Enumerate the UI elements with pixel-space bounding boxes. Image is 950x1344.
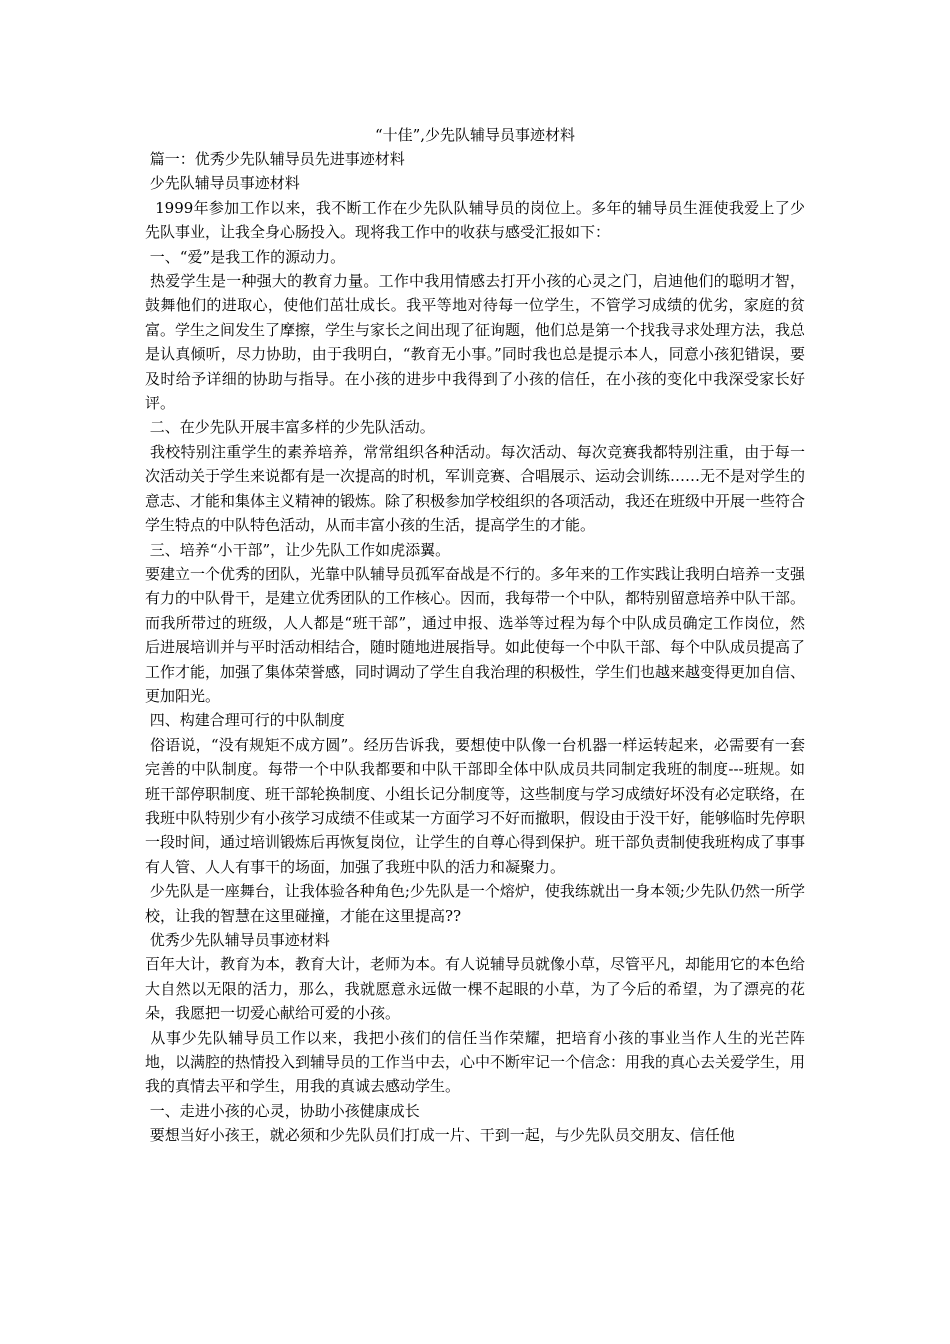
document-title: “十佳”,少先队辅导员事迹材料 xyxy=(374,126,576,144)
paragraph-body: 热爱学生是一种强大的教育力量。工作中我用情感去打开小孩的心灵之门，启迪他们的聪明才智，鼓舞他们的进取心，使他们茁壮成长。我平等地对待每一位学生，不管学习成绩的优劣，家庭的贫富。学生之间发生了摩擦，学生与家长之间出现了征询题，他们总是第一个找我寻求处理方法，我总是认真倾听，尽力协助，由于我明白，“教育无小事。”同时我也总是提示本人，同意小孩犯错误，要及时给予详细的协助与指导。在小孩的进步中我得到了小孩的信任，在小孩的变化中我深受家长好评。 xyxy=(145,272,806,413)
document-body xyxy=(145,147,805,1148)
paragraph-body: 百年大计，教育为本，教育大计，老师为本。有人说辅导员就像小草，尽管平凡，却能用它的本色给大自然以无限的活力，那么，我就愿意永远做一棵不起眼的小草，为了今后的希望，为了漂亮的花朵，我愿把一切爱心献给可爱的小孩。 xyxy=(145,955,806,1023)
paragraph-body: 我校特别注重学生的素养培养，常常组织各种活动。每次活动、每次竞赛我都特别注重，由于每一次活动关于学生来说都有是一次提高的时机，军训竞赛、合唱展示、运动会训练……无不是对学生的意志、才能和集体主义精神的锻炼。除了积极参加学校组织的各项活动，我还在班级中开展一些符合学生特点的中队特色活动，从而丰富小孩的生活，提高学生的才能。 xyxy=(145,442,806,535)
paragraph-heading-4: 四、构建合理可行的中队制度 xyxy=(145,711,345,730)
paragraph-intro: 1999年参加工作以来，我不断工作在少先队队辅导员的岗位上。多年的辅导员生涯使我爱上了少先队事业，让我全身心肠投入。现将我工作中的收获与感受汇报如下： xyxy=(145,198,805,242)
paragraph-body: 俗语说，“没有规矩不成方圆”。经历告诉我，要想使中队像一台机器一样运转起来，必需要有一套完善的中队制度。每带一个中队我都要和中队干部即全体中队成员共同制定我班的制度---班规。如班干部停职制度、班干部轮换制度、小组长记分制度等，这些制度与学习成绩好坏没有必定联络，在我班中队特别少有小孩学习成绩不佳或某一方面学习不好而撤职，假设由于没干好，能够临时先停职一段时间，通过培训锻炼后再恢复岗位，让学生的自尊心得到保护。班干部负责制使我班构成了事事有人管、人人有事干的场面，加强了我班中队的活力和凝聚力。 xyxy=(145,735,806,876)
paragraph-heading-1: 一、走进小孩的心灵，协助小孩健康成长 xyxy=(145,1101,420,1120)
paragraph-subtitle: 优秀少先队辅导员事迹材料 xyxy=(145,931,330,949)
paragraph-body: 从事少先队辅导员工作以来，我把小孩们的信任当作荣耀，把培育小孩的事业当作人生的光芒阵地，以满腔的热情投入到辅导员的工作当中去，心中不断牢记一个信念：用我的真心去关爱学生，用我的真情去平和学生，用我的真诚去感动学生。 xyxy=(145,1028,806,1096)
paragraph-subtitle: 少先队辅导员事迹材料 xyxy=(145,174,300,193)
paragraph-section-heading: 篇一：优秀少先队辅导员先进事迹材料 xyxy=(145,150,405,168)
paragraph-body: 少先队是一座舞台，让我体验各种角色;少先队是一个熔炉，使我练就出一身本领;少先队仍然一所学校，让我的智慧在这里碰撞，才能在这里提高?? xyxy=(145,882,805,925)
paragraph-body: 要建立一个优秀的团队，光靠中队辅导员孤军奋战是不行的。多年来的工作实践让我明白培养一支强有力的中队骨干，是建立优秀团队的工作核心。因而，我每带一个中队，都特别留意培养中队干部。而我所带过的班级，人人都是“班干部”，通过申报、选举等过程为每个中队成员确定工作岗位，然后进展培训并与平时活动相结合，随时随地进展指导。如此使每一个中队干部、每个中队成员提高了工作才能，加强了集体荣誉感，同时调动了学生自我治理的积极性，学生们也越来越变得更加自信、更加阳光。 xyxy=(145,564,806,705)
paragraph-body: 要想当好小孩王，就必须和少先队员们打成一片、干到一起，与少先队员交朋友、信任他 xyxy=(145,1126,735,1145)
paragraph-heading-3: 三、培养“小干部”，让少先队工作如虎添翼。 xyxy=(145,540,451,559)
paragraph-heading-1: 一、“爱”是我工作的源动力。 xyxy=(145,247,346,266)
paragraph-heading-2: 二、在少先队开展丰富多样的少先队活动。 xyxy=(145,418,435,437)
